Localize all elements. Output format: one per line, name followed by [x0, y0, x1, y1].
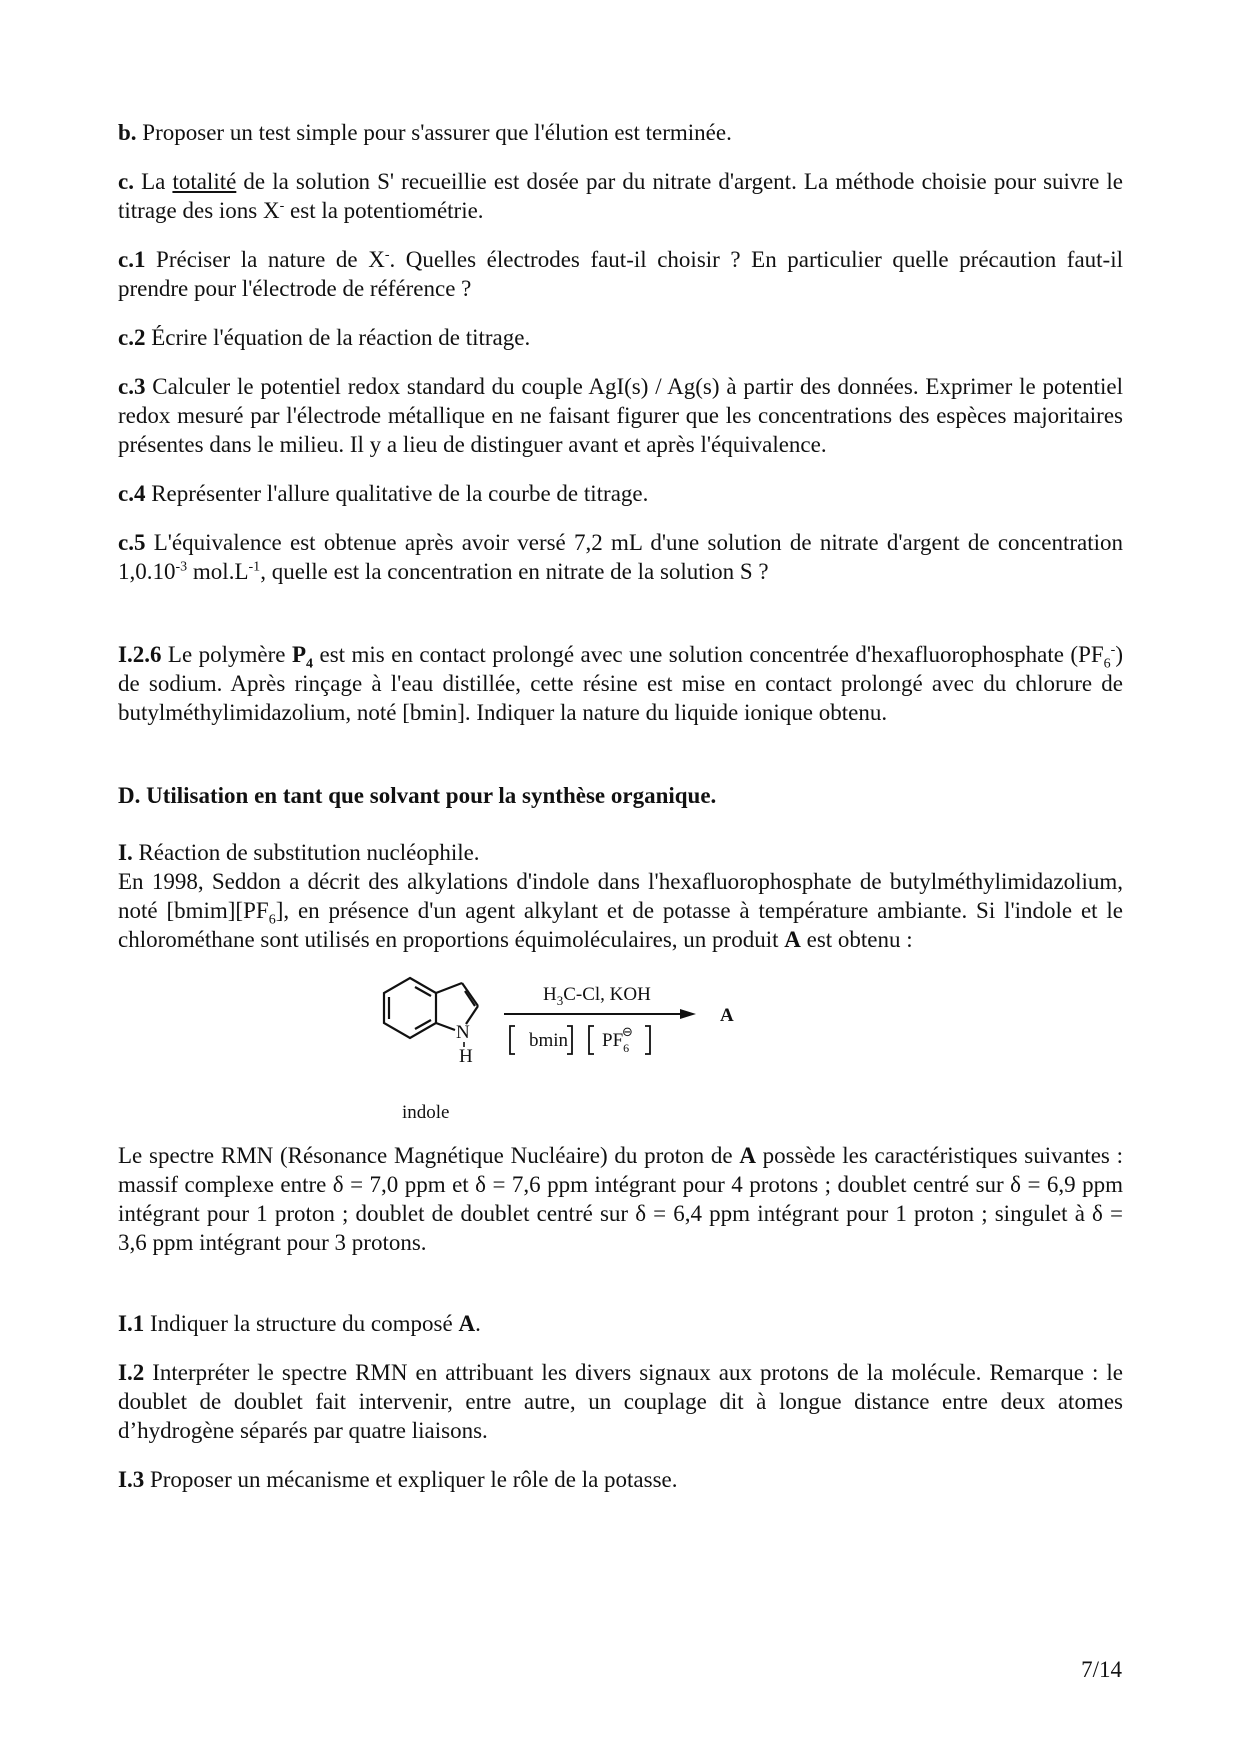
text-run: La [133, 169, 173, 194]
superscript: -3 [175, 559, 188, 575]
text-run: . Quelles électrodes faut-il choisir ? En particulier quelle précaution faut-il prendre pour l'électrode de référence ? [118, 247, 1123, 301]
hydrogen-label: H [459, 1046, 473, 1067]
text-run: possède les caractéristiques suivantes : massif complexe entre δ = 7,0 ppm et δ = 7,6 ppm intégrant pour 4 protons ; doublet centré sur δ = 6,9 ppm intégrant pour 1 proton ; doublet de doublet centré sur δ = 6,4 ppm intégrant pour 1 proton ; singulet à δ = 3,6 ppm intégrant pour 3 protons. [118, 1143, 1124, 1255]
text-run: Indiquer la structure du composé [144, 1311, 459, 1336]
text-run: . [475, 1311, 481, 1336]
part-title: Réaction de substitution nucléophile. [132, 840, 480, 865]
question-text: Calculer le potentiel redox standard du couple AgI(s) / Ag(s) à partir des données. Exprimer le potentiel redox mesuré par l'électrode métallique en ne faisant figurer que les concentrations des espèces majoritaires présentes dans le milieu. Il y a lieu de distinguer avant et après l'équivalence. [118, 374, 1123, 457]
text-run: En 1998, Seddon a décrit des alkylations d'indole dans l'hexafluorophosphate de butylméthylimidazolium, noté [bmim][PF [118, 869, 1123, 923]
question-i1 [118, 1309, 1123, 1338]
question-label: I.2.6 [118, 642, 162, 667]
part-i-intro [118, 838, 1123, 954]
text-run: est mis en contact prolongé avec une solution concentrée d'hexafluorophosphate (PF [313, 642, 1104, 667]
spacer [118, 606, 1123, 640]
question-c2 [118, 323, 1123, 352]
question-label: I.3 [118, 1467, 145, 1492]
text-run: Préciser la nature de X [145, 247, 385, 272]
question-i26 [118, 640, 1123, 727]
subscript: 4 [306, 656, 314, 672]
question-text: Proposer un test simple pour s'assurer que l'élution est terminée. [136, 120, 732, 145]
text-run: est la potentiométrie. [284, 198, 484, 223]
superscript: - [279, 198, 285, 214]
section-title: D. Utilisation en tant que solvant pour la synthèse organique. [118, 783, 717, 808]
reaction-scheme-svg [118, 966, 1123, 1131]
text-run: mol.L [187, 559, 249, 584]
anion-charge: ⊖ [622, 1025, 633, 1040]
superscript: -1 [248, 559, 261, 575]
question-label: b. [118, 120, 137, 145]
question-label: c.3 [118, 374, 146, 399]
question-c5 [118, 528, 1123, 586]
bond [462, 983, 478, 1006]
question-c4 [118, 479, 1123, 508]
question-label: c.5 [118, 530, 146, 555]
question-b [118, 118, 1123, 147]
question-text: Proposer un mécanisme et expliquer le rôle de la potasse. [144, 1467, 678, 1492]
question-i3 [118, 1465, 1123, 1494]
text-run: de la solution S' recueillie est dosée par du nitrate d'argent. La méthode choisie pour suivre le titrage des ions X [118, 169, 1123, 223]
arrow-head [680, 1009, 696, 1019]
indole-label: indole [402, 1102, 450, 1123]
page-content [118, 118, 1123, 1514]
superscript: - [384, 247, 390, 263]
question-c3 [118, 372, 1123, 459]
question-label: I.2 [118, 1360, 145, 1385]
text-run: , quelle est la concentration en nitrate de la solution S ? [260, 559, 769, 584]
spacer [118, 1277, 1123, 1309]
text-run: Le spectre RMN (Résonance Magnétique Nucléaire) du proton de [118, 1143, 740, 1168]
spacer [118, 747, 1123, 781]
nmr-description [118, 1141, 1123, 1257]
question-text: Interpréter le spectre RMN en attribuant les divers signaux aux protons de la molécule. Remarque : le doublet de doublet fait intervenir, entre autre, un couplage dit à longue distance entre deux atomes d’hydrogène séparés par quatre liaisons. [118, 1360, 1123, 1443]
section-d-heading [118, 781, 1123, 810]
product-label: A [720, 1005, 734, 1026]
text-run: ) de sodium. Après rinçage à l'eau distillée, cette résine est mise en contact prolongé avec du chlorure de butylméthylimidazolium, noté [bmin]. Indiquer la nature du liquide ionique obtenu. [118, 642, 1124, 725]
cation-label: bmin [529, 1030, 569, 1051]
nitrogen-label: N [456, 1022, 470, 1043]
question-text: Écrire l'équation de la réaction de titrage. [145, 325, 531, 350]
subscript: 6 [268, 912, 276, 928]
question-label: I.1 [118, 1311, 145, 1336]
compound-a: A [784, 927, 801, 952]
text-run: L'équivalence est obtenue après avoir versé 7,2 mL d'une solution de nitrate d'argent de concentration 1,0.10 [118, 530, 1123, 584]
question-label: c.1 [118, 247, 146, 272]
text-run: Le polymère [161, 642, 292, 667]
anion-label: $PF_6$ [602, 1030, 630, 1055]
polymer-symbol: P [291, 642, 307, 667]
bond [436, 1023, 455, 1030]
question-c [118, 167, 1123, 225]
compound-a: A [458, 1311, 476, 1336]
question-label: c.2 [118, 325, 146, 350]
question-label: c. [118, 169, 134, 194]
reaction-scheme [118, 966, 1123, 1131]
question-i2 [118, 1358, 1123, 1445]
reagent-label: $H_3C-Cl$, KOH [543, 984, 651, 1008]
question-c1 [118, 245, 1123, 303]
subscript: 6 [1103, 656, 1111, 672]
text-run: est obtenu : [800, 927, 913, 952]
superscript: - [1110, 642, 1116, 658]
bond [436, 983, 462, 993]
benzene-ring [384, 978, 436, 1038]
underlined-word: totalité [172, 169, 237, 194]
part-label: I. [118, 840, 133, 865]
question-label: c.4 [118, 481, 146, 506]
page-number: 7/14 [1081, 1657, 1122, 1682]
text-run: ], en présence d'un agent alkylant et de potasse à température ambiante. Si l'indole et le chlorométhane sont utilisés en proportions équimoléculaires, un produit [118, 898, 1123, 952]
compound-a: A [739, 1143, 756, 1168]
question-text: Représenter l'allure qualitative de la courbe de titrage. [145, 481, 649, 506]
